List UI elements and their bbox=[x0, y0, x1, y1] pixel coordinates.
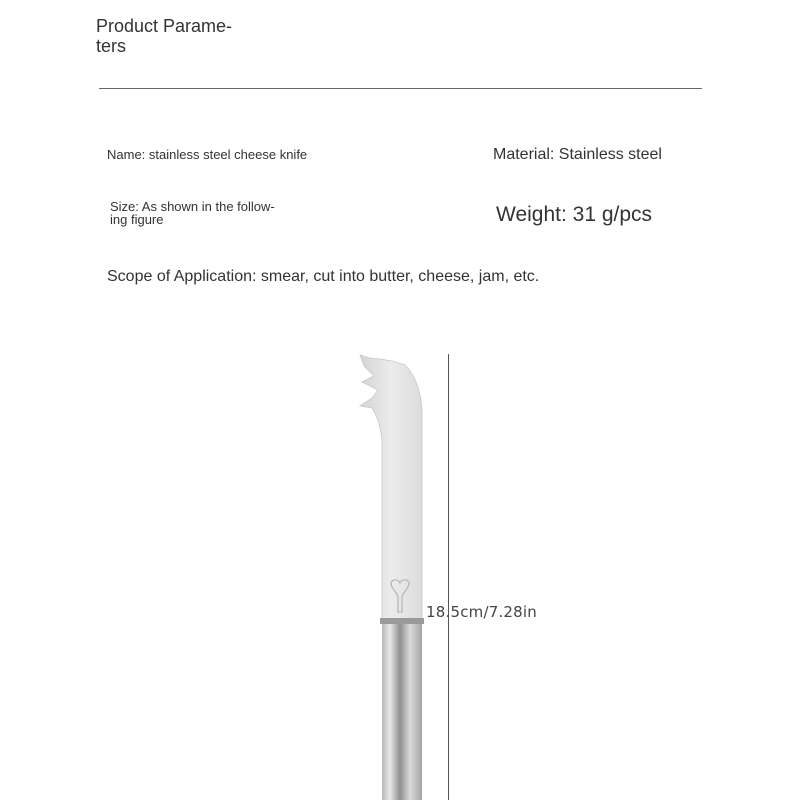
title-line-2: ters bbox=[96, 36, 127, 56]
param-scope: Scope of Application: smear, cut into butter, cheese, jam, etc. bbox=[107, 268, 540, 285]
dimension-line bbox=[448, 354, 449, 800]
param-name: Name: stainless steel cheese knife bbox=[107, 147, 308, 162]
param-size-line-2: ing figure bbox=[110, 212, 164, 227]
dimension-label: 18.5cm/7.28in bbox=[426, 603, 537, 621]
title-divider bbox=[99, 88, 702, 89]
param-material: Material: Stainless steel bbox=[493, 146, 662, 163]
page-title bbox=[96, 16, 266, 56]
title-line-1: Product Parame- bbox=[96, 16, 233, 36]
param-size-line-1: Size: As shown in the follow- bbox=[110, 199, 275, 214]
cheese-knife-icon bbox=[350, 350, 450, 800]
param-weight: Weight: 31 g/pcs bbox=[496, 203, 653, 226]
param-size bbox=[110, 200, 320, 226]
